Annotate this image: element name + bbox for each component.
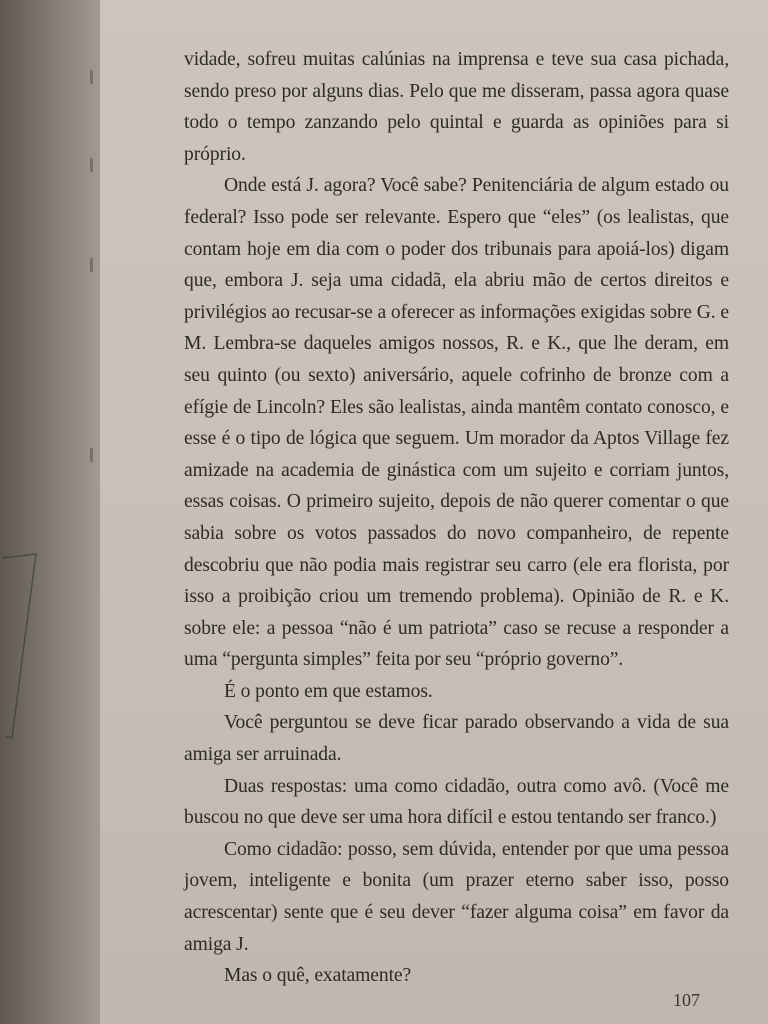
paragraph: Duas respostas: uma como cidadão, outra como avô. (Você me buscou no que deve ser uma hora difícil e estou tentando ser franco.) [184, 775, 729, 829]
pencil-mark [0, 540, 40, 750]
paragraph: É o ponto em que estamos. [224, 680, 433, 702]
margin-tick [90, 70, 93, 84]
paragraph: Mas o quê, exatamente? [224, 965, 412, 987]
paragraph: Onde está J. agora? Você sabe? Penitenciária de algum estado ou federal? Isso pode ser relevante. Espero que “eles” (os lealistas, que contam hoje em dia com o poder dos tribunais para apoiá-los) digam que, embora J. seja uma cidadã, ela abriu mão de certos direitos e privilégios ao recusar-se a oferecer as informações exigidas sobre G. e M. Lembra-se daqueles amigos nossos, R. e K., que lhe deram, em seu quinto (ou sexto) aniversário, aquele cofrinho de bronze com a efígie de Lincoln? Eles são lealistas, ainda mantêm contato conosco, e esse é o tipo de lógica que seguem. Um morador da Aptos Village fez amizade na academia de ginástica com um sujeito e corriam juntos, essas coisas. O primeiro sujeito, depois de não querer comentar o que sabia sobre os votos passados do novo companheiro, de repente descobriu que não podia mais registrar seu carro (ele era florista, por isso a proibição criou um tremendo problema). Opinião de R. e K. sobre ele: a pessoa “não é um patriota” caso se recuse a responder a uma “pergunta simples” feita por seu “próprio governo”. [184, 175, 729, 671]
paragraph: Você perguntou se deve ficar parado observando a vida de sua amiga ser arruinada. [184, 712, 729, 766]
page-number: 107 [673, 990, 700, 1010]
facing-page-edge [0, 0, 100, 1024]
margin-tick [90, 158, 93, 172]
paragraph: vidade, sofreu muitas calúnias na imprensa e teve sua casa pichada, sendo preso por alguns dias. Pelo que me disseram, passa agora quase todo o tempo zanzando pelo quintal e guarda as opiniões para si próprio. [184, 49, 729, 165]
paragraph: Como cidadão: posso, sem dúvida, entender por que uma pessoa jovem, inteligente e bonita (um prazer eterno saber isso, posso acrescentar) sente que é seu dever “fazer alguma coisa” em favor da amiga J. [184, 838, 729, 955]
margin-tick [90, 258, 93, 272]
page-text [184, 44, 729, 992]
margin-tick [90, 448, 93, 462]
